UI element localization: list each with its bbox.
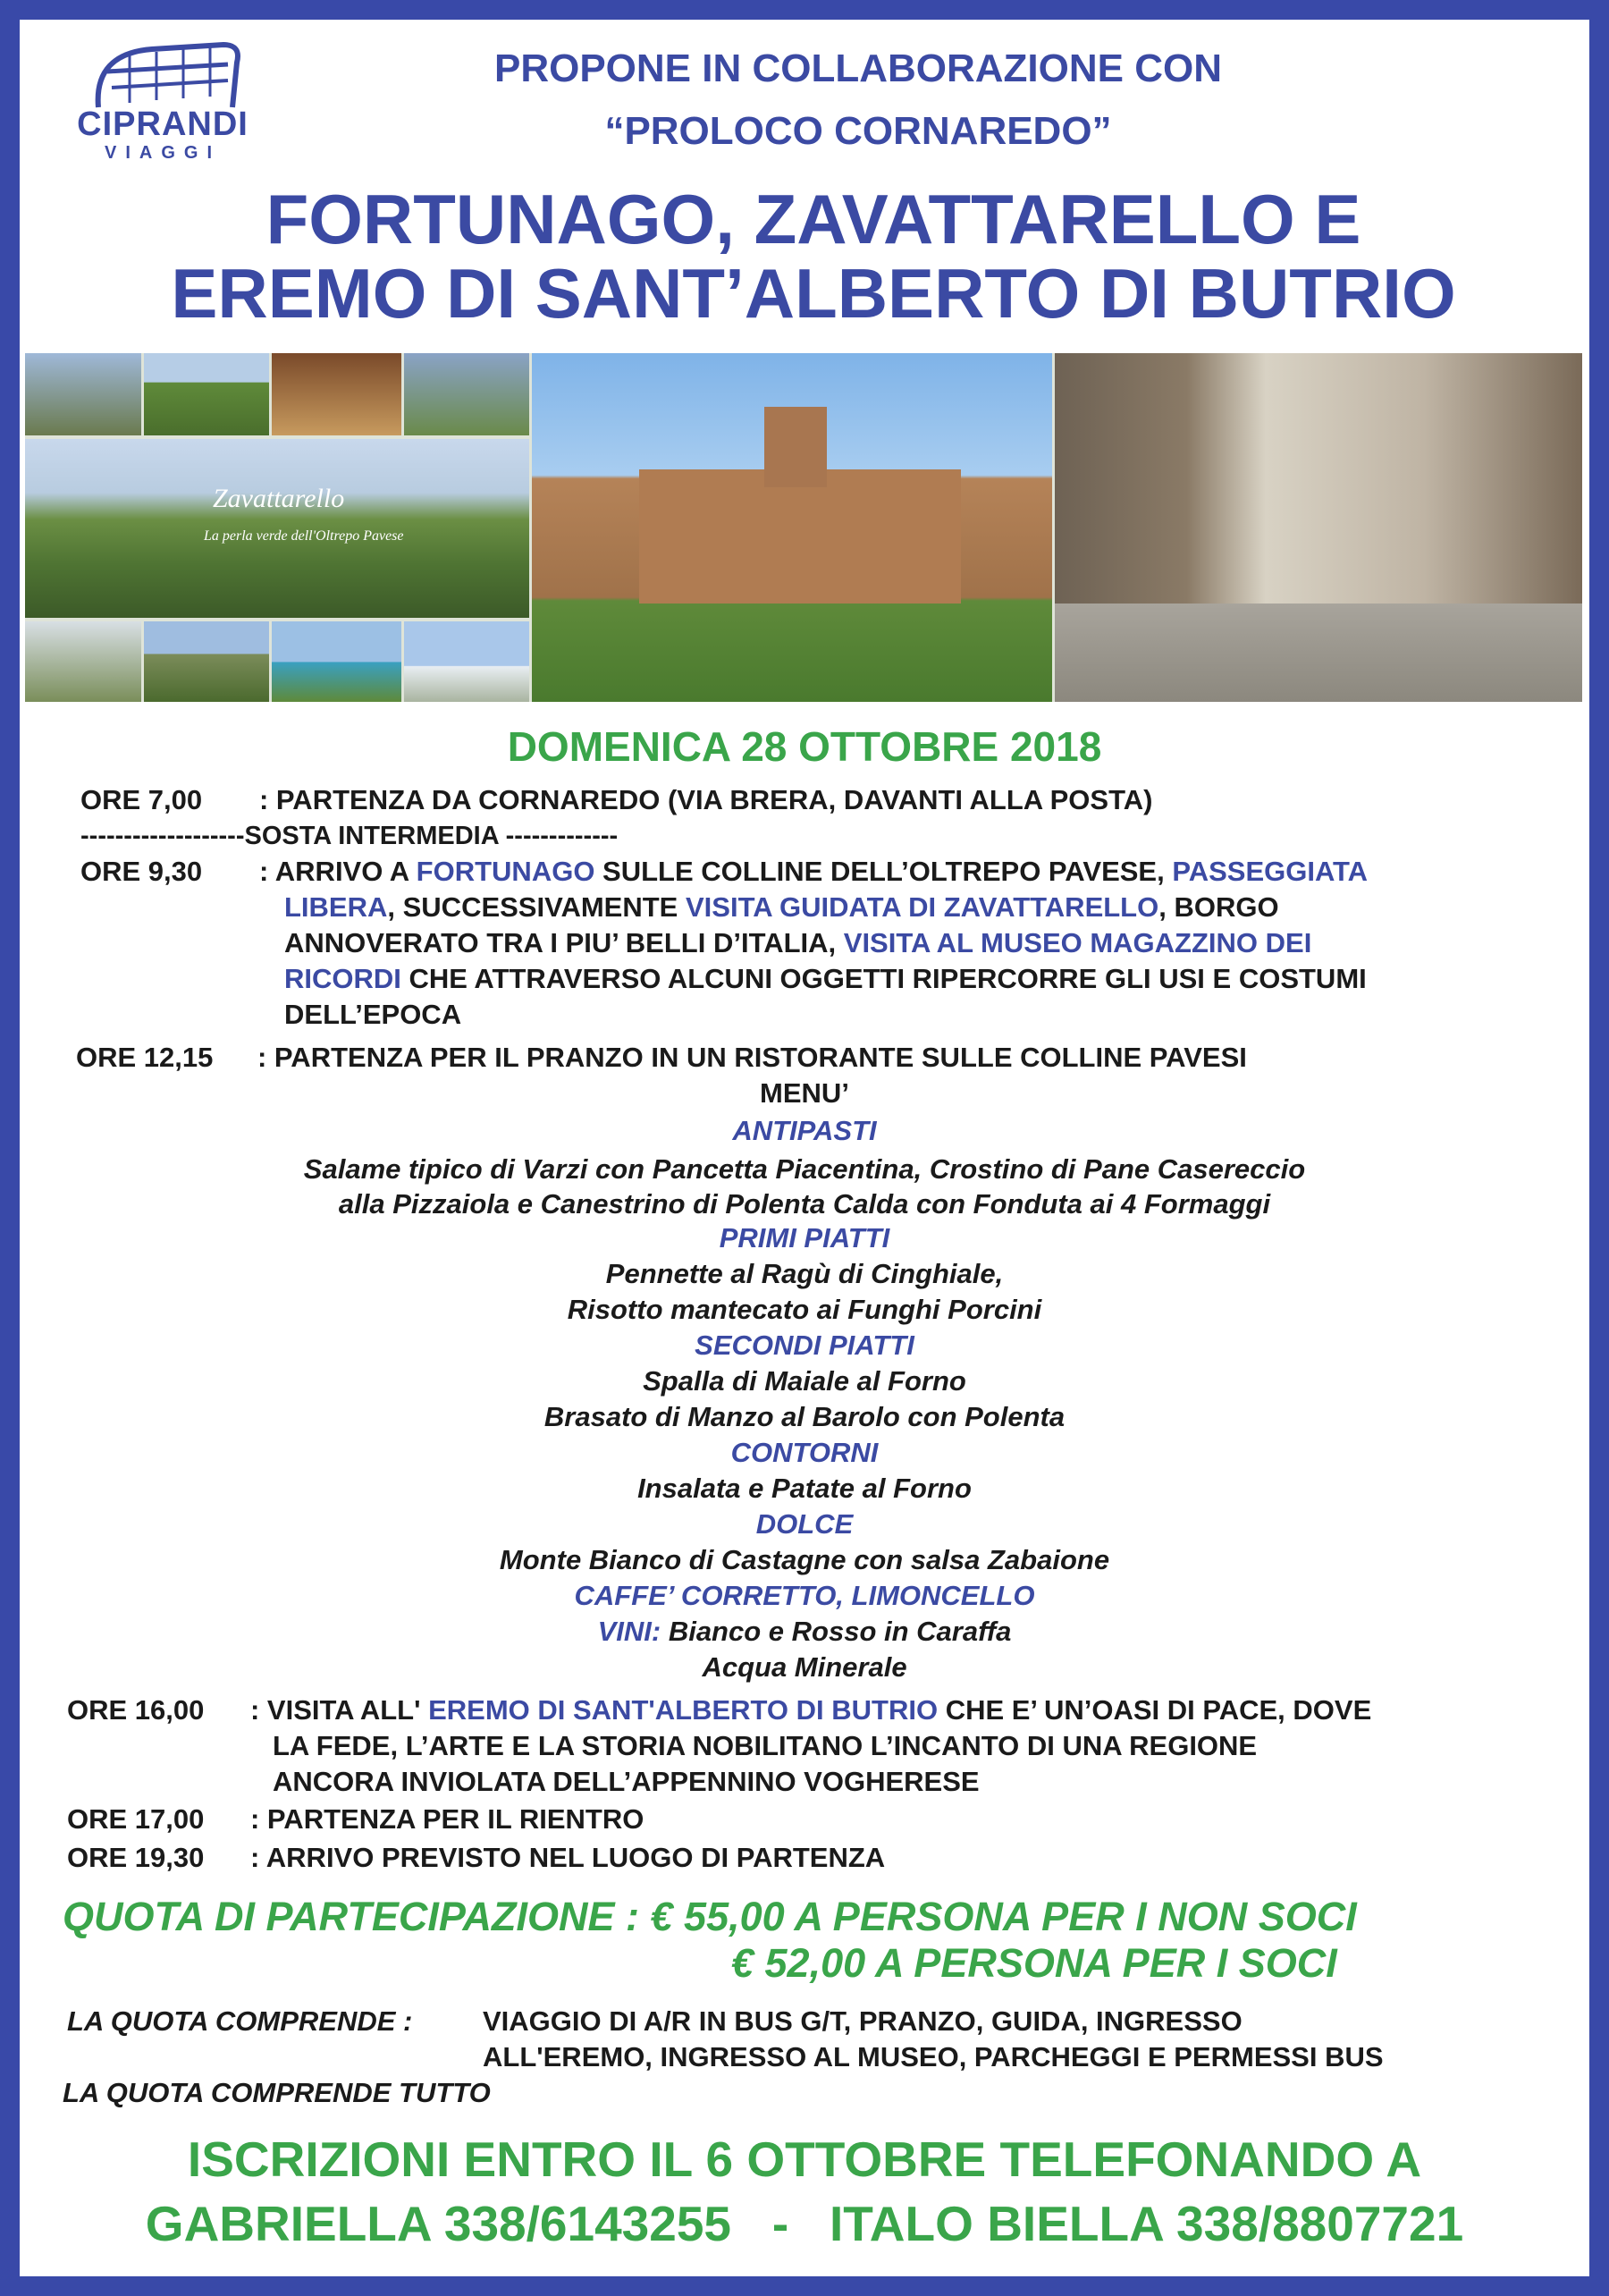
menu-contorni-heading: CONTORNI xyxy=(730,1437,879,1468)
schedule-time-2: ORE 9,30 xyxy=(80,856,203,887)
quota-line2: € 52,00 A PERSONA PER I SOCI xyxy=(731,1940,1337,1986)
photo-caption-name: Zavattarello xyxy=(213,484,345,513)
photo-festival xyxy=(404,353,529,435)
schedule-text-5: : PARTENZA PER IL RIENTRO xyxy=(250,1803,644,1835)
menu-secondi-line1: Spalla di Maiale al Forno xyxy=(643,1365,966,1397)
iscrizioni-contacts: GABRIELLA 338/6143255 - ITALO BIELLA 338/8807721 xyxy=(145,2196,1464,2251)
menu-acqua: Acqua Minerale xyxy=(702,1651,907,1683)
menu-caffe: CAFFE’ CORRETTO, LIMONCELLO xyxy=(574,1580,1035,1611)
schedule-time-4: ORE 16,00 xyxy=(67,1694,205,1726)
photo-village-street xyxy=(1055,353,1582,702)
photo-snow-hill xyxy=(404,621,529,702)
photo-pool xyxy=(272,621,401,702)
schedule-time-3: ORE 12,15 xyxy=(76,1042,214,1073)
quota-line1: QUOTA DI PARTECIPAZIONE : € 55,00 A PERSONA PER I NON SOCI xyxy=(63,1894,1357,1939)
menu-primi-heading: PRIMI PIATTI xyxy=(719,1222,890,1254)
event-date: DOMENICA 28 OTTOBRE 2018 xyxy=(507,723,1102,770)
iscrizioni-line1: ISCRIZIONI ENTRO IL 6 OTTOBRE TELEFONANDO A xyxy=(187,2131,1422,2187)
menu-contorni-line1: Insalata e Patate al Forno xyxy=(637,1473,972,1504)
highlight-ricordi: RICORDI xyxy=(284,963,401,994)
text-segment: : VISITA ALL' xyxy=(250,1694,429,1726)
highlight-visita-guidata: VISITA GUIDATA DI ZAVATTARELLO xyxy=(685,891,1159,923)
schedule-text-2-line1 xyxy=(259,854,1368,890)
menu-antipasti-line2: alla Pizzaiola e Canestrino di Polenta Calda con Fonduta ai 4 Formaggi xyxy=(338,1188,1271,1220)
schedule-time-6: ORE 19,30 xyxy=(67,1842,205,1873)
schedule-text-3: : PARTENZA PER IL PRANZO IN UN RISTORANTE SULLE COLLINE PAVESI xyxy=(257,1042,1247,1073)
photo-castle xyxy=(144,621,269,702)
photo-hills xyxy=(144,353,269,435)
schedule-text-4-line3: ANCORA INVIOLATA DELL’APPENNINO VOGHERESE xyxy=(273,1766,980,1797)
photo-eremo xyxy=(532,353,1052,702)
photo-collage xyxy=(25,353,1582,702)
menu-antipasti-line1: Salame tipico di Varzi con Pancetta Piacentina, Crostino di Pane Casereccio xyxy=(303,1153,1306,1185)
schedule-text-4-line2: LA FEDE, L’ARTE E LA STORIA NOBILITANO L’INCANTO DI UNA REGIONE xyxy=(273,1730,1258,1761)
page-title-line2: EREMO DI SANT’ALBERTO DI BUTRIO xyxy=(171,254,1456,333)
menu-antipasti-heading: ANTIPASTI xyxy=(732,1115,877,1146)
schedule-time-5: ORE 17,00 xyxy=(67,1803,205,1835)
bus-icon xyxy=(45,36,277,116)
menu-secondi-line2: Brasato di Manzo al Barolo con Polenta xyxy=(543,1401,1066,1432)
menu-dolce-heading: DOLCE xyxy=(755,1508,854,1540)
menu-secondi-heading: SECONDI PIATTI xyxy=(695,1329,914,1361)
schedule-text-1: : PARTENZA DA CORNAREDO (VIA BRERA, DAVANTI ALLA POSTA) xyxy=(259,784,1153,815)
menu-primi-line2: Risotto mantecato ai Funghi Porcini xyxy=(567,1294,1042,1325)
photo-eremo-building xyxy=(639,469,961,604)
header-line2: “PROLOCO CORNAREDO” xyxy=(604,109,1112,153)
place-fortunago: FORTUNAGO xyxy=(416,856,595,887)
menu-primi-line1: Pennette al Ragù di Cinghiale, xyxy=(605,1258,1004,1289)
place-eremo: EREMO DI SANT'ALBERTO DI BUTRIO xyxy=(428,1694,939,1726)
logo-subtitle: VIAGGI xyxy=(104,143,221,163)
photo-street-pavement xyxy=(1055,604,1582,702)
menu-vini xyxy=(0,1614,1609,1650)
photo-zavattarello-panorama xyxy=(25,439,529,618)
highlight-libera: LIBERA xyxy=(284,891,388,923)
schedule-text-2-line3 xyxy=(284,925,1311,961)
highlight-museo: VISITA AL MUSEO MAGAZZINO DEI xyxy=(843,927,1312,958)
header-line1: PROPONE IN COLLABORAZIONE CON xyxy=(493,46,1223,90)
highlight-passeggiata: PASSEGGIATA xyxy=(1172,856,1369,887)
logo-name: CIPRANDI xyxy=(77,106,249,143)
photo-interior xyxy=(272,353,401,435)
text-segment: : ARRIVO A xyxy=(259,856,417,887)
comprende-line1: VIAGGIO DI A/R IN BUS G/T, PRANZO, GUIDA, INGRESSO xyxy=(483,2005,1243,2037)
photo-sculpture xyxy=(25,621,141,702)
schedule-time-1: ORE 7,00 xyxy=(80,784,203,815)
page-title-line1: FORTUNAGO, ZAVATTARELLO E xyxy=(265,180,1361,258)
text-segment: CHE E’ UN’OASI DI PACE, DOVE xyxy=(938,1694,1372,1726)
photo-castle-tower xyxy=(25,353,141,435)
schedule-text-6: : ARRIVO PREVISTO NEL LUOGO DI PARTENZA xyxy=(250,1842,886,1873)
comprende-line2: ALL'EREMO, INGRESSO AL MUSEO, PARCHEGGI E PERMESSI BUS xyxy=(483,2041,1384,2072)
text-segment: , BORGO xyxy=(1158,891,1279,923)
text-segment: , SUCCESSIVAMENTE xyxy=(387,891,686,923)
text-segment: CHE ATTRAVERSO ALCUNI OGGETTI RIPERCORRE GLI USI E COSTUMI xyxy=(400,963,1367,994)
schedule-text-4-line1 xyxy=(250,1692,1371,1728)
schedule-sosta: -------------------SOSTA INTERMEDIA ------------- xyxy=(80,822,619,850)
menu-vini-label: VINI: xyxy=(597,1616,661,1647)
schedule-text-2-line2 xyxy=(284,890,1279,925)
photo-eremo-tower xyxy=(764,407,827,487)
text-segment: SULLE COLLINE DELL’OLTREPO PAVESE, xyxy=(594,856,1173,887)
comprende-tutto: LA QUOTA COMPRENDE TUTTO xyxy=(63,2077,491,2108)
photo-caption-tagline: La perla verde dell'Oltrepo Pavese xyxy=(204,528,404,544)
menu-dolce-line1: Monte Bianco di Castagne con salsa Zabaione xyxy=(499,1544,1110,1575)
menu-title: MENU’ xyxy=(760,1077,849,1109)
comprende-label: LA QUOTA COMPRENDE : xyxy=(67,2005,413,2037)
menu-vini-text: Bianco e Rosso in Caraffa xyxy=(661,1616,1012,1647)
text-segment: ANNOVERATO TRA I PIU’ BELLI D’ITALIA, xyxy=(284,927,844,958)
schedule-text-2-line4 xyxy=(284,961,1367,997)
schedule-text-2-line5: DELL’EPOCA xyxy=(284,999,462,1030)
